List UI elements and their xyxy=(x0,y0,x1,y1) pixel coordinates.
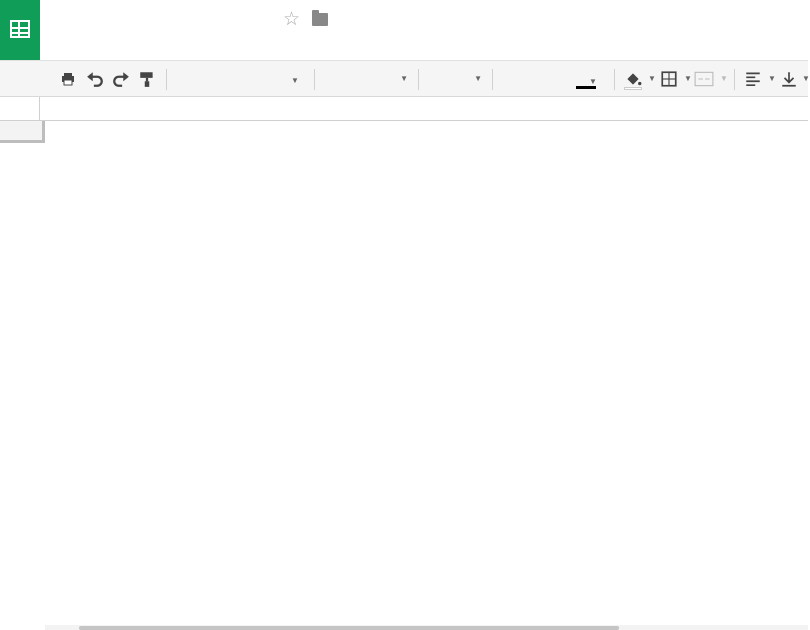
fill-color-swatch xyxy=(624,87,642,90)
italic-button[interactable] xyxy=(527,69,543,89)
font-family-dropdown[interactable] xyxy=(324,69,408,89)
formula-bar xyxy=(0,97,808,121)
sheets-logo-icon[interactable] xyxy=(0,0,40,60)
select-all-corner[interactable] xyxy=(0,121,45,143)
increase-decimal-button[interactable] xyxy=(252,69,274,89)
horizontal-align-icon[interactable] xyxy=(744,69,762,89)
undo-icon[interactable] xyxy=(86,69,104,89)
vertical-align-icon[interactable] xyxy=(780,69,798,89)
spreadsheet-grid xyxy=(0,121,808,630)
print-icon[interactable] xyxy=(60,69,76,89)
merge-cells-icon[interactable] xyxy=(694,69,714,89)
decrease-decimal-button[interactable] xyxy=(226,69,246,89)
menu-bar xyxy=(59,36,167,51)
paint-format-icon[interactable] xyxy=(138,69,156,89)
currency-format-button[interactable] xyxy=(176,69,190,89)
chevron-down-icon[interactable]: ▼ xyxy=(720,74,728,83)
toolbar xyxy=(0,60,808,97)
folder-icon[interactable] xyxy=(312,13,328,26)
chevron-down-icon: ▼ xyxy=(291,76,299,85)
bold-button[interactable] xyxy=(501,69,517,89)
redo-icon[interactable] xyxy=(112,69,130,89)
text-color-button[interactable] xyxy=(576,69,606,89)
more-formats-dropdown[interactable] xyxy=(276,69,310,89)
horizontal-scrollbar[interactable] xyxy=(45,625,808,630)
chevron-down-icon[interactable]: ▼ xyxy=(684,74,692,83)
borders-icon[interactable] xyxy=(660,69,678,89)
fill-color-icon[interactable] xyxy=(624,69,642,89)
chevron-down-icon: ▼ xyxy=(474,74,482,83)
star-icon[interactable]: ☆ xyxy=(283,9,301,30)
text-color-swatch xyxy=(576,86,596,89)
chevron-down-icon[interactable]: ▼ xyxy=(648,74,656,83)
percent-format-button[interactable] xyxy=(201,69,217,89)
chevron-down-icon[interactable]: ▼ xyxy=(802,74,810,83)
strikethrough-button[interactable] xyxy=(553,69,569,89)
chevron-down-icon: ▼ xyxy=(400,74,408,83)
chevron-down-icon[interactable]: ▼ xyxy=(768,74,776,83)
font-size-dropdown[interactable] xyxy=(436,69,482,89)
chevron-down-icon: ▼ xyxy=(589,77,597,86)
app-header xyxy=(0,0,808,60)
scrollbar-thumb[interactable] xyxy=(79,626,619,630)
